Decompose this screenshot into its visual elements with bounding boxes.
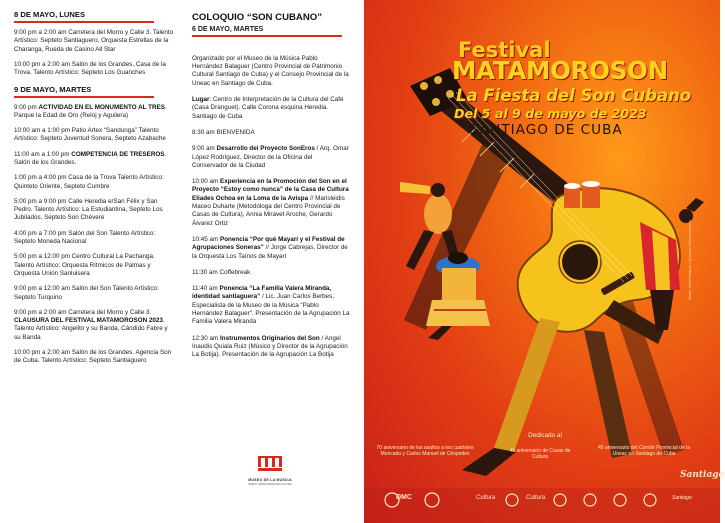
poster-title-matamoroson: MATAMOROSON <box>452 56 668 85</box>
schedule-entry <box>14 309 174 342</box>
anniversary-moncada: 70 aniversario de los asaltos a los cuarteles Moncada y Carlos Manuel de Céspedes <box>376 445 474 457</box>
entry-text: Organizado por el Museo de la Música Pablo Hernández Balaguer (Centro Provincial de Patrimonio Cultural Santiago de Cuba) y el Consejo Provincial de la Uneac en Santiago de Cuba. <box>192 54 349 87</box>
sponsor-logos <box>372 488 716 516</box>
entry-text: 9:00 pm a 12:00 am Salón del Son Talento Artístico: Septeto Turquino <box>14 285 159 301</box>
entry-text: 4:00 pm a 7:00 pm Salón del Son Talento Artístico: Septeto Moneda Nacional <box>14 229 156 246</box>
entry-highlight: Lugar <box>192 96 210 104</box>
entry-text: 10:00 pm a 2:00 am Salón de los Grandes. Agencia Son de Cuba. Talento Artístico: Septeto Santiaguero <box>14 349 172 365</box>
schedule-entry <box>14 285 174 302</box>
entry-text: 1:00 pm a 4:00 pm Casa de la Trova Talento Artístico: Quinteto Oriente, Septeto Cumbre <box>14 174 164 190</box>
cultura-logo: Cultura <box>476 495 496 501</box>
entry-highlight: Instrumentos Originarios del Son <box>220 334 320 342</box>
santiago-logo: Santiago <box>680 470 725 480</box>
schedule-entry <box>192 55 350 88</box>
entry-text: 10:00 pm a 2:00 am Salón de los Grandes, Casa de la Trova. Talento Artístico: Septeto Los Guanches <box>14 60 166 77</box>
entry-text: 11:00 am a 1:00 pm <box>14 150 72 158</box>
museum-logo-caption: MUSEO DE LA MUSICA <box>248 478 292 482</box>
schedule-entry <box>192 178 350 228</box>
poster-city: SANTIAGO DE CUBA <box>470 122 623 138</box>
entry-highlight: CLAUSURA DEL FESTIVAL MATAMOROSON 2023 <box>14 317 163 325</box>
museum-logo-icon <box>257 455 283 473</box>
entry-highlight: Ponencia “La Familia Valera Miranda, identidad santiaguera” <box>192 285 332 301</box>
anniversary-uneac: 45 aniversario del Comité Provincial de la Uneac en Santiago de Cuba <box>598 445 690 457</box>
entry-text: : Centro de Interpretación de la Cultura del Café (Casa Dranguet). Calle Corona esquina Heredia. Santiago de Cuba <box>192 96 344 120</box>
santiago-small-logo: Santiago <box>672 495 692 501</box>
entry-text: 10:45 am <box>192 235 221 243</box>
entry-highlight: ACTIVIDAD EN EL MONUMENTO AL TRES <box>38 103 165 111</box>
entry-text: / Lic. Juan Carlos Berbes, Especialista de la Museo de la Música “Pablo Hernández Balaguer”. Presentación de la Agrupación La Familia Valera Miranda <box>192 293 350 326</box>
day-heading: 8 DE MAYO, LUNES <box>14 10 174 23</box>
museum-logo <box>240 455 300 486</box>
entry-text: . Salón de los Grandes. <box>14 150 167 166</box>
festival-poster <box>364 0 725 523</box>
schedule-entry <box>192 269 350 277</box>
entry-text: 5:00 pm a 12:00 pm Centro Cultural La Pachanga. Talento Artístico: Orquesta Rítmicos de Palmas y Orquesta Unión Sanluisera <box>14 253 155 277</box>
schedule-entry <box>192 335 350 360</box>
entry-text: 9:00 pm a 2:00 am Carretera del Morro y Calle 3. <box>14 308 152 316</box>
colloquium-date: 6 DE MAYO, MARTES <box>192 25 350 37</box>
entry-text: . Parque la Edad de Oro (Reloj y Aguilera) <box>14 103 167 119</box>
schedule-entry <box>14 61 174 78</box>
entry-text: 10:00 am a 1:00 pm Patio Artex “Sandunga” Talento Artístico: Septeto Juventud Sonera, Septeto Azabache <box>14 127 166 143</box>
entry-text: 12:30 am <box>192 334 221 342</box>
poster-title-festival: Festival <box>458 38 551 62</box>
schedule-entry <box>192 96 350 121</box>
day-heading: 9 DE MAYO, MARTES <box>14 85 174 98</box>
entry-text: 5:00 pm a 9:00 pm Calle Heredia e/San Félix y San Pedro. Talento Artístico: La Estudiantina, Septeto Los Jubilados, Septeto Son Chévere <box>14 197 163 222</box>
entry-text: 9:00 pm <box>14 103 39 111</box>
day2-entries <box>14 104 174 366</box>
schedule-column-left <box>14 10 174 373</box>
entry-highlight: COMPETENCIA DE TRESEROS <box>71 150 165 158</box>
ministerio-cultura-logo: Cultura <box>526 495 546 501</box>
schedule-entry <box>192 236 350 261</box>
museum-logo-subcaption: PABLO HERNANDEZ BALAGUER <box>248 482 292 486</box>
colloquium-entries <box>192 55 350 360</box>
day1-entries <box>14 29 174 77</box>
poster-dates: Del 5 al 9 de mayo de 2023 <box>454 106 647 121</box>
entry-text: 10:00 am <box>192 178 221 186</box>
schedule-entry <box>14 127 174 144</box>
entry-text: 9:00 pm a 2:00 am Carretera del Morro y Calle 3. Talento Artístico: Septeto Santiaguero, Orquesta Estrellas de la Charanga, Rueda de Casino All Star <box>14 29 174 53</box>
schedule-entry <box>192 129 350 137</box>
schedule-entry <box>14 349 174 366</box>
schedule-entry <box>14 198 174 223</box>
dedication-label: Dedicado al <box>528 432 562 439</box>
dmc-logo: DMC <box>396 494 412 501</box>
anniversary-casas-cultura: 45 aniversario de Casas de Cultura <box>509 448 571 460</box>
entry-text: / Arq. Omar López Rodríguez, Director de la Oficina del Conservador de la Ciudad <box>192 145 349 169</box>
entry-text: // Jorge Cabrejas, Director de la Orquesta Los Taínos de Mayarí <box>192 244 348 260</box>
entry-highlight: Desarrollo del Proyecto SonEros <box>216 145 315 153</box>
schedule-entry <box>14 104 174 121</box>
entry-text: 8:30 am BIENVENIDA <box>192 128 255 136</box>
entry-text: // Marisleidis Maceo Duharte (Metodóloga del Centro Provincial de Casas de Cultura), Annia Miravet Aroche, Gerardo Álvarez Ortiz <box>192 194 345 227</box>
entry-text: 9:00 am <box>192 145 217 153</box>
schedule-entry <box>14 174 174 191</box>
schedule-entry <box>14 253 174 278</box>
entry-text: 11:30 am Coffebreak <box>192 268 251 276</box>
entry-text: 11:40 am <box>192 285 220 293</box>
colloquium-column <box>192 12 350 368</box>
schedule-entry <box>14 230 174 247</box>
poster-credit: Diseño: Kevin Rodríguez / Ilustración: Roberto Inocencio <box>688 219 692 300</box>
entry-highlight: Ponencia “Por qué Mayarí y el Festival de Agrupaciones Soneras” <box>192 235 345 252</box>
schedule-entry <box>14 29 174 54</box>
colloquium-title: COLOQUIO “SON CUBANO” <box>192 12 323 23</box>
schedule-entry <box>192 285 350 326</box>
entry-highlight: Experiencia en la Promoción del Son en el Proyecto “Estoy como nunca” de la Casa de Cultura Eliades Ochoa en la Loma de la Avispa <box>192 178 349 202</box>
entry-text: . Talento Artístico: Angelito y su Banda, Cándido Fabre y su Banda <box>14 317 168 341</box>
entry-text: / Angel Inaudis Quiala Ruiz (Músico y Director de la Agrupación La Botija). Presentación de la Agrupación La Botija <box>192 334 348 359</box>
schedule-entry <box>14 151 174 168</box>
schedule-entry <box>192 145 350 170</box>
poster-subtitle: La Fiesta del Son Cubano <box>456 86 692 105</box>
